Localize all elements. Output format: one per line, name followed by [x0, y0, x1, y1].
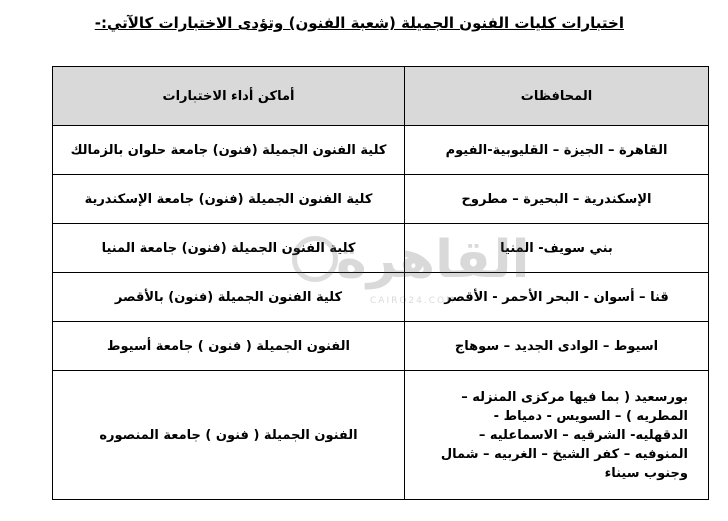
governorates-cell	[405, 371, 709, 500]
location-cell: كلية الفنون الجميلة (فنون) جامعة المنيا	[53, 224, 405, 273]
location-cell: كلية الفنون الجميلة (فنون) بالأقصر	[53, 273, 405, 322]
exams-table-container	[52, 66, 708, 500]
table-header-row	[53, 67, 709, 126]
watermark-word: القاهرة	[336, 230, 530, 290]
location-cell: كلية الفنون الجميلة (فنون) جامعة حلوان بالزمالك	[53, 126, 405, 175]
header-locations: أماكن أداء الاختبارات	[53, 67, 405, 126]
governorates-cell: بني سويف- المنيا	[405, 224, 709, 273]
governorates-cell: القاهرة – الجيزة – القليوبية-الفيوم	[405, 126, 709, 175]
exams-table	[52, 66, 709, 500]
table-row	[53, 322, 709, 371]
table-row	[53, 224, 709, 273]
location-cell: كلية الفنون الجميلة (فنون) جامعة الإسكندرية	[53, 175, 405, 224]
watermark-subtext: CAIRO24.COM	[370, 296, 456, 306]
governorates-multiline-text: بورسعيد ( بما فيها مركزى المنزله – المطريه ) – السويس - دمياط - الدقهليه- الشرقيه – الاسماعليه – المنوفيه – كفر الشيخ – الغربيه – شمال وجنوب سيناء	[440, 389, 688, 481]
header-governorates: المحافظات	[405, 67, 709, 126]
table-row	[53, 175, 709, 224]
table-row	[53, 126, 709, 175]
table-row	[53, 371, 709, 500]
location-cell: الفنون الجميلة ( فنون ) جامعة أسيوط	[53, 322, 405, 371]
governorates-cell: قنا – أسوان - البحر الأحمر - الأقصر	[405, 273, 709, 322]
page-title: اختبارات كليات الفنون الجميلة (شعبة الفنون) وتؤدى الاختبارات كالآتي:-	[94, 14, 624, 32]
governorates-cell: اسيوط – الوادى الجديد – سوهاج	[405, 322, 709, 371]
governorates-cell: الإسكندرية – البحيرة – مطروح	[405, 175, 709, 224]
table-row	[53, 273, 709, 322]
location-cell: الفنون الجميلة ( فنون ) جامعة المنصوره	[53, 371, 405, 500]
